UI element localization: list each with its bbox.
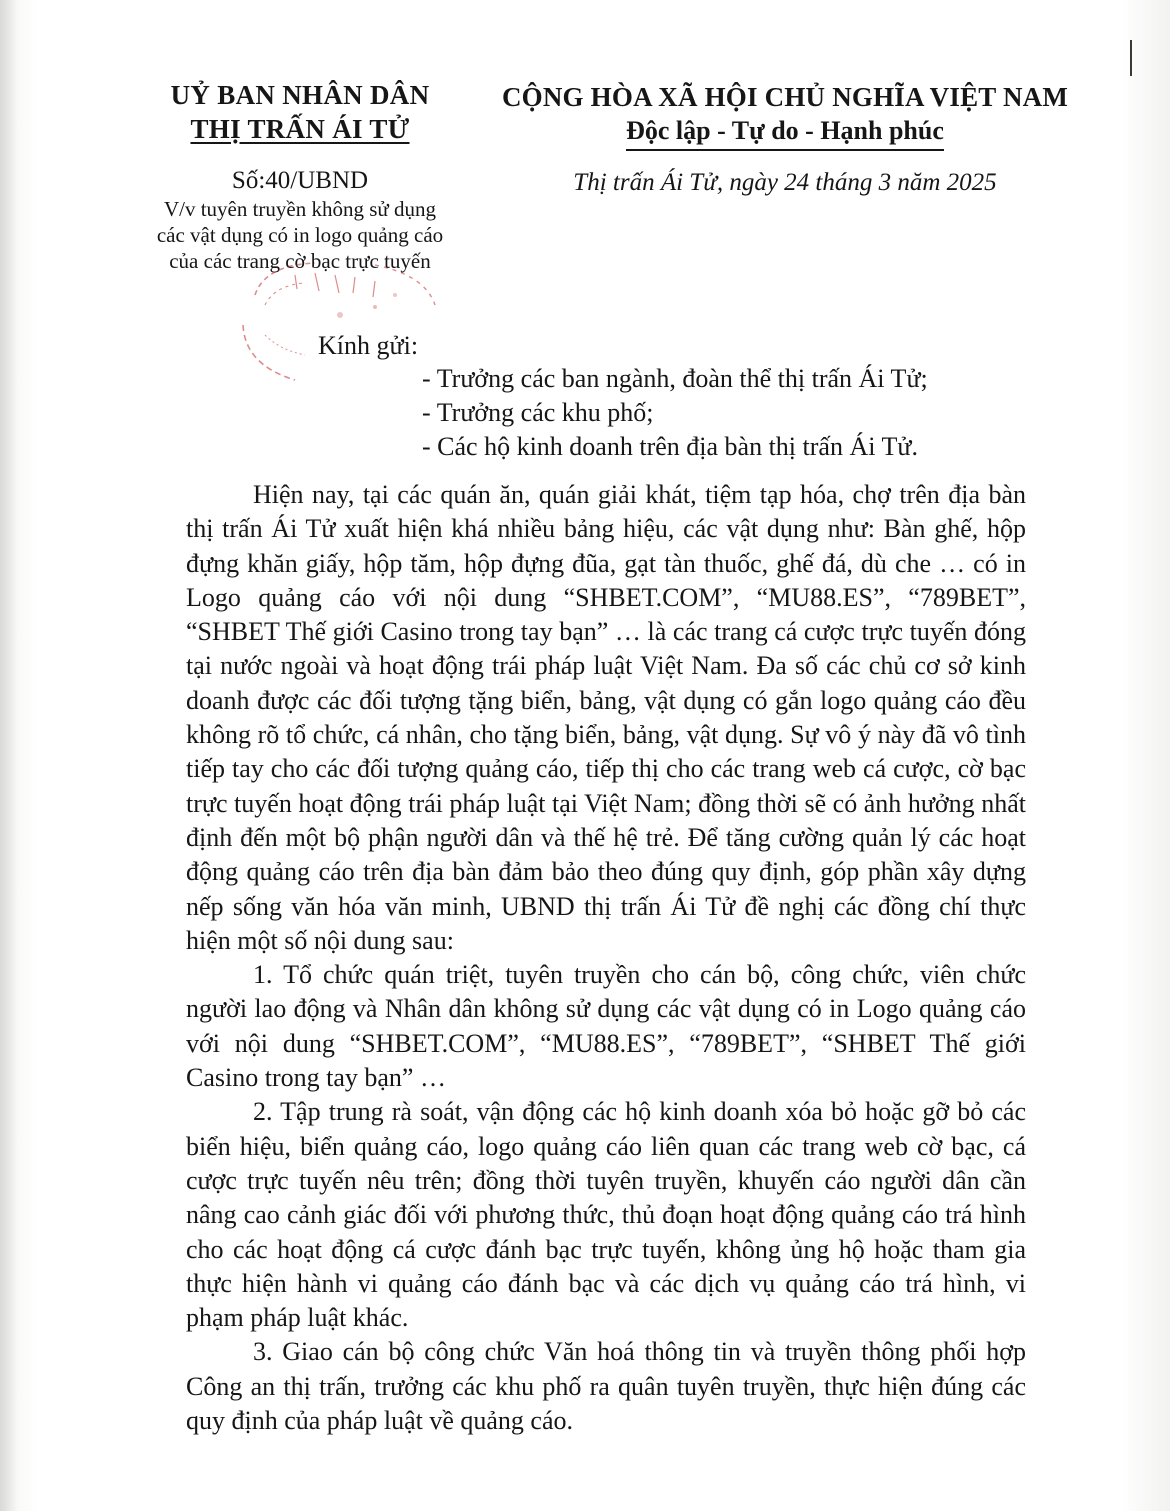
intro-paragraph: Hiện nay, tại các quán ăn, quán giải khát, tiệm tạp hóa, chợ trên địa bàn thị trấn Ái Tử xuất hiện khá nhiều bảng hiệu, các vật dụng như: Bàn ghế, hộp đựng khăn giấy, hộp tăm, hộp đựng đũa, gạt tàn thuốc, ghế đá, dù che … có in Logo quảng cáo với nội dung “SHBET.COM”, “MU88.ES”, “789BET”, “SHBET Thế giới Casino trong tay bạn” … là các trang cá cược trực tuyến đóng tại nước ngoài và hoạt động trái pháp luật Việt Nam. Đa số các chủ cơ sở kinh doanh được các đối tượng tặng biển, bảng, vật dụng có gắn logo quảng cáo đều không rõ tổ chức, cá nhân, cho tặng biển, bảng, vật dụng. Sự vô ý này đã vô tình tiếp tay cho các đối tượng quảng cáo, tiếp thị cho các trang web cá cược, cờ bạc trực tuyến hoạt động trái pháp luật tại Việt Nam; đồng thời sẽ có ảnh hưởng nhất định đến một bộ phận người dân và thế hệ trẻ. Để tăng cường quản lý các hoạt động quảng cáo trên địa bàn đảm bảo theo đúng quy định, góp phần xây dựng nếp sống văn hóa văn minh, UBND thị trấn Ái Tử đề nghị các đồng chí thực hiện một số nội dung sau:: [186, 480, 1026, 955]
issuing-agency: [140, 78, 460, 146]
national-header: [480, 80, 1090, 151]
numbered-item-1: 1. Tổ chức quán triệt, tuyên truyền cho cán bộ, công chức, viên chức người lao động và Nhân dân không sử dụng các vật dụng có in Logo quảng cáo với nội dung “SHBET.COM”, “MU88.ES”, “789BET”, “SHBET Thế giới Casino trong tay bạn” …: [186, 960, 1026, 1093]
recipient-item: - Trưởng các khu phố;: [422, 398, 654, 427]
numbered-item-2: 2. Tập trung rà soát, vận động các hộ kinh doanh xóa bỏ hoặc gỡ bỏ các biển hiệu, biển quảng cáo, logo quảng cáo liên quan các trang web cờ bạc, cá cược trực tuyến nêu trên; đồng thời tuyên truyền, khuyến cáo người dân cần nâng cao cảnh giác đối với phương thức, thủ đoạn hoạt động quảng cáo trá hình cho các hoạt động cá cược đánh bạc trực tuyến, không ủng hộ hoặc tham gia thực hiện hành vi quảng cáo đánh bạc và các dịch vụ quảng cáo trá hình, vi phạm pháp luật khác.: [186, 1097, 1026, 1333]
agency-line-1: UỶ BAN NHÂN DÂN: [170, 80, 430, 110]
recipient-item: - Các hộ kinh doanh trên địa bàn thị trấn Ái Tử.: [422, 432, 918, 461]
subject-line: V/v tuyên truyền không sử dụng: [163, 197, 437, 221]
document-body: [186, 478, 1026, 1438]
agency-line-2: THỊ TRẤN ÁI TỬ: [190, 114, 410, 144]
numbered-item-3: 3. Giao cán bộ công chức Văn hoá thông tin và truyền thông phối hợp Công an thị trấn, trưởng các khu phố ra quân tuyên truyền, thực hiện đúng các quy định của pháp luật về quảng cáo.: [186, 1337, 1026, 1436]
national-motto: Độc lập - Tự do - Hạnh phúc: [626, 114, 944, 151]
subject-line: của các trang cờ bạc trực tuyến: [169, 249, 431, 273]
recipient-list: [422, 362, 928, 464]
place-date: Thị trấn Ái Tử, ngày 24 tháng 3 năm 2025: [573, 169, 997, 196]
recipient-item: - Trưởng các ban ngành, đoàn thể thị trấn Ái Tử;: [422, 364, 928, 393]
scan-mark: [1130, 40, 1132, 76]
greeting-label: Kính gửi:: [318, 331, 419, 360]
seal-graphic: [235, 255, 445, 385]
red-seal-stamp: [235, 255, 445, 385]
national-title: CỘNG HÒA XÃ HỘI CHỦ NGHĨA VIỆT NAM: [501, 82, 1069, 112]
document-number: Số:40/UBND: [231, 167, 369, 194]
page-edge-shadow: [0, 0, 18, 1511]
subject-line: các vật dụng có in logo quảng cáo: [156, 223, 444, 247]
